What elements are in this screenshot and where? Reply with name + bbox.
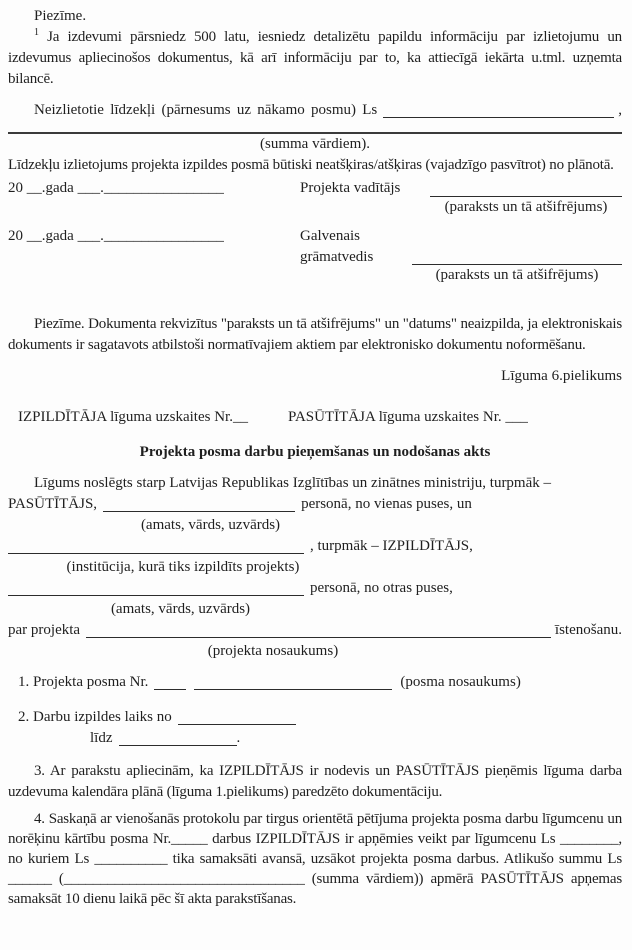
agreement-intro: Līgums noslēgts starp Latvijas Republikas Izglītības un zinātnes ministriju, turpmāk – (34, 475, 552, 491)
role-label-project-manager: Projekta vadītājs (300, 180, 401, 196)
institution-blank (8, 552, 304, 554)
person-caption: (amats, vārds, uzvārds) (140, 517, 281, 533)
agreement-parties-section (8, 473, 622, 662)
person2-caption: (amats, vārds, uzvārds) (110, 601, 251, 617)
item-1-label: 1. Projekta posma Nr. (18, 674, 149, 690)
act-title: Projekta posma darbu pieņemšanas un nodošanas akts (139, 444, 491, 460)
signature-line (430, 180, 622, 197)
unused-funds-label: Neizlietotie līdzekļi (pārnesums uz nākamo posmu) Ls (34, 102, 378, 118)
footnote-marker: 1 (34, 27, 39, 38)
item-1-caption: (posma nosaukums) (400, 674, 521, 690)
project-caption: (projekta nosaukums) (207, 643, 339, 659)
note-heading: Piezīme. (34, 8, 87, 24)
signature-line (412, 248, 622, 265)
project-name-blank (86, 636, 551, 638)
stage-name-blank (194, 688, 392, 690)
institution-caption: (institūcija, kurā tiks izpildīts projekts) (66, 559, 300, 575)
item-2-label: 2. Darbu izpildes laiks no (18, 709, 172, 725)
signature-block-project-manager (8, 178, 622, 218)
date-field: 20 __.gada ___.________________ (8, 228, 224, 244)
client-suffix: personā, no vienas puses, un (301, 496, 472, 512)
unused-funds-line (8, 100, 622, 121)
client-label: PASŪTĪTĀJS, (8, 496, 98, 512)
signature-area (430, 178, 622, 218)
client-person-line (8, 494, 622, 515)
item-3-paragraph: 3. Ar parakstu apliecinām, ka IZPILDĪTĀJS ir nodevis un PASŪTĪTĀJS pieņēmis līguma darba uzdevuma kalendāra plānā (līguma 1.pielikums) paredzēto dokumentāciju. (8, 763, 622, 800)
executor-registry-number: IZPILDĪTĀJA līguma uzskaites Nr.__ (18, 409, 248, 425)
executor-suffix: , turpmāk – IZPILDĪTĀJS, (310, 538, 473, 554)
signature-area (412, 226, 622, 286)
item-4-paragraph: 4. Saskaņā ar vienošanās protokolu par tirgus orientētā pētījuma projekta posma darbu līgumcenu un norēķinu kārtību posma Nr._____ darbus IZPILDĪTĀJS ir apņēmies veikt par līgumcenu Ls ________, no kuriem Ls __________ tika samaksāti avansā, uzsākot projekta posma darbus. Atlikušo summu Ls ______ (_________________________________ (summa vārdiem)) apmērā PASŪTĪTĀJS apņemas samaksāt 10 dienu laikā pēc šī akta parakstīšanas. (8, 811, 622, 907)
client-registry-number: PASŪTĪTĀJA līguma uzskaites Nr. ___ (288, 409, 528, 425)
item-2-period-line (8, 707, 622, 728)
footnote-text: Ja izdevumi pārsniedz 500 latu, iesniedz detalizētu papildu informāciju par izlietojumu un izdevumus apliecinošos dokumentus, kā arī informāciju par to, ka attiecīgā iekārta u.tml. uzņemta bilancē. (8, 29, 622, 87)
usage-statement: Līdzekļu izlietojums projekta izpildes posmā būtiski neatšķiras/atšķiras (vajadzīgo pasvītrot) no plānotā. (8, 157, 614, 173)
footnote-paragraph (8, 27, 622, 90)
role-label-chief-accountant: Galvenais grāmatvedis (300, 228, 374, 265)
item-2-until-line (8, 728, 622, 749)
project-suffix: īstenošanu. (554, 622, 622, 638)
project-name-line (8, 620, 622, 641)
client-person-blank (103, 510, 295, 512)
project-label: par projekta (8, 622, 81, 638)
executor-person-line (8, 578, 622, 599)
person2-suffix: personā, no otras puses, (310, 580, 453, 596)
end-date-blank (119, 744, 237, 746)
signature-caption: (paraksts un tā atšifrējums) (435, 267, 599, 283)
registry-numbers-row (8, 407, 622, 428)
appendix-label: Līguma 6.pielikums (501, 368, 622, 384)
date-field: 20 __.gada ___.________________ (8, 180, 224, 196)
signature-block-chief-accountant (8, 226, 622, 286)
executor-person-blank (8, 594, 304, 596)
item-1-stage-number-line (8, 672, 622, 693)
stage-number-blank (154, 688, 186, 690)
edoc-note-paragraph: Piezīme. Dokumenta rekvizītus "paraksts un tā atšifrējums" un "datums" neaizpilda, ja elektroniskais dokuments ir sagatavots atbilstoši normatīvajiem aktiem par elektronisko dokumentu noformēšanu. (8, 316, 622, 353)
item-2-period-mark: . (236, 730, 241, 746)
signature-caption: (paraksts un tā atšifrējums) (444, 199, 608, 215)
sum-in-words-caption: (summa vārdiem). (260, 136, 370, 152)
start-date-blank (178, 723, 296, 725)
unused-funds-comma: , (618, 102, 622, 118)
institution-line (8, 536, 622, 557)
item-2-until-label: līdz (90, 730, 113, 746)
unused-funds-amount-blank (383, 116, 614, 118)
